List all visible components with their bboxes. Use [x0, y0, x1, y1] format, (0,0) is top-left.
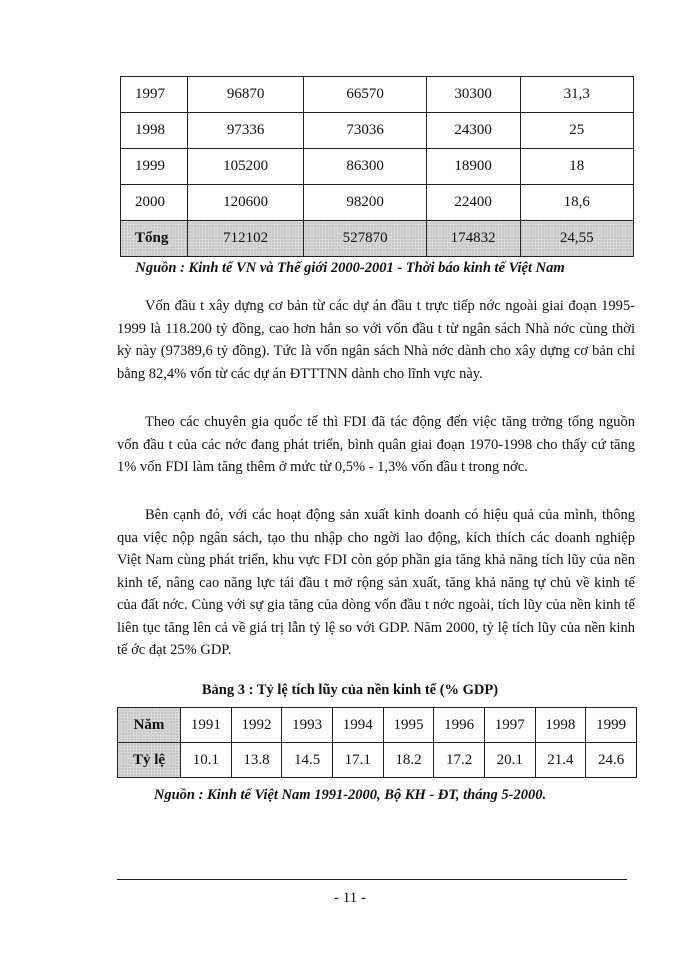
table-cell: 96870 [187, 77, 304, 113]
table-row [118, 743, 637, 778]
rate-cell: 21.4 [535, 743, 586, 778]
table-row [121, 77, 634, 113]
year-cell: 1991 [181, 708, 232, 743]
row-header: Tỷ lệ [118, 743, 181, 778]
rate-cell: 20.1 [484, 743, 535, 778]
table-cell: 120600 [187, 185, 304, 221]
rate-cell: 24.6 [586, 743, 637, 778]
table-cell: 73036 [304, 113, 426, 149]
table-cell: 97336 [187, 113, 304, 149]
table-source-note: Nguồn : Kinh tế VN và Thế giới 2000-2001 - Thời báo kinh tế Việt Nam [135, 260, 565, 276]
accumulation-table [117, 707, 637, 778]
year-cell: 1997 [484, 708, 535, 743]
table-cell: 98200 [304, 185, 426, 221]
rate-cell: 18.2 [383, 743, 434, 778]
year-cell: 1995 [383, 708, 434, 743]
table-cell: 25 [520, 113, 633, 149]
table-caption: Bảng 3 : Tỷ lệ tích lũy của nền kinh tế (% GDP) [201, 682, 499, 698]
body-paragraph: Theo các chuyên gia quốc tế thì FDI đã tác động đến việc tăng trởng tổng nguồn vốn đầu t của các nớc đang phát triển, bình quân giai đoạn 1970-1998 cho thấy cứ tăng 1% vốn FDI làm tăng thêm ở mức từ 0,5% - 1,3% vốn đầu t trong nớc. [117, 414, 635, 475]
total-label: Tổng [121, 221, 188, 257]
year-cell: 2000 [121, 185, 188, 221]
body-paragraph: Vốn đầu t xây dựng cơ bản từ các dự án đầu t trực tiếp nớc ngoài giai đoạn 1995-1999 là 118.200 tỷ đồng, cao hơn hẳn so với vốn đầu t từ ngân sách Nhà nớc cùng thời kỳ này (97389,6 tỷ đồng). Tức là vốn ngân sách Nhà nớc dành cho xây dựng cơ bản chỉ bằng 82,4% vốn từ các dự án ĐTTTNN dành cho lĩnh vực này. [117, 298, 635, 382]
table-row [118, 708, 637, 743]
rate-cell: 17.2 [434, 743, 485, 778]
body-paragraph: Bên cạnh đó, với các hoạt động sản xuất kinh doanh có hiệu quả của mình, thông qua việc nộp ngân sách, tạo thu nhập cho ngời lao động, kích thích các doanh nghiệp Việt Nam cùng phát triển, khu vực FDI còn góp phần gia tăng khả năng tích lũy của nền kinh tế, nâng cao năng lực tái đầu t mở rộng sản xuất, tăng khả năng tự chủ về kinh tế của đất nớc. Cùng với sự gia tăng của dòng vốn đầu t nớc ngoài, tích lũy của nền kinh tế liên tục tăng lên cả về giá trị lẫn tỷ lệ so với GDP. Năm 2000, tỷ lệ tích lũy của nền kinh tế ớc đạt 25% GDP. [117, 507, 635, 658]
rate-cell: 13.8 [231, 743, 282, 778]
year-cell: 1993 [282, 708, 333, 743]
table-cell: 24,55 [520, 221, 633, 257]
investment-table [120, 76, 634, 257]
table-cell: 18,6 [520, 185, 633, 221]
table-cell: 18900 [426, 149, 520, 185]
table-cell: 174832 [426, 221, 520, 257]
year-cell: 1992 [231, 708, 282, 743]
year-cell: 1999 [586, 708, 637, 743]
table-cell: 712102 [187, 221, 304, 257]
rate-cell: 10.1 [181, 743, 232, 778]
table-cell: 24300 [426, 113, 520, 149]
table-cell: 527870 [304, 221, 426, 257]
table-source-note: Nguồn : Kinh tế Việt Nam 1991-2000, Bộ KH - ĐT, tháng 5-2000. [153, 787, 547, 803]
total-row [121, 221, 634, 257]
table-cell: 86300 [304, 149, 426, 185]
footer-divider [117, 879, 627, 880]
year-cell: 1997 [121, 77, 188, 113]
table-cell: 31,3 [520, 77, 633, 113]
rate-cell: 17.1 [332, 743, 383, 778]
year-cell: 1998 [121, 113, 188, 149]
year-cell: 1996 [434, 708, 485, 743]
table-cell: 66570 [304, 77, 426, 113]
page-number: - 11 - [334, 890, 366, 906]
rate-cell: 14.5 [282, 743, 333, 778]
year-cell: 1994 [332, 708, 383, 743]
table-row [121, 113, 634, 149]
table-cell: 18 [520, 149, 633, 185]
year-cell: 1998 [535, 708, 586, 743]
table-cell: 105200 [187, 149, 304, 185]
table-row [121, 149, 634, 185]
table-row [121, 185, 634, 221]
table-cell: 30300 [426, 77, 520, 113]
row-header: Năm [118, 708, 181, 743]
year-cell: 1999 [121, 149, 188, 185]
table-cell: 22400 [426, 185, 520, 221]
